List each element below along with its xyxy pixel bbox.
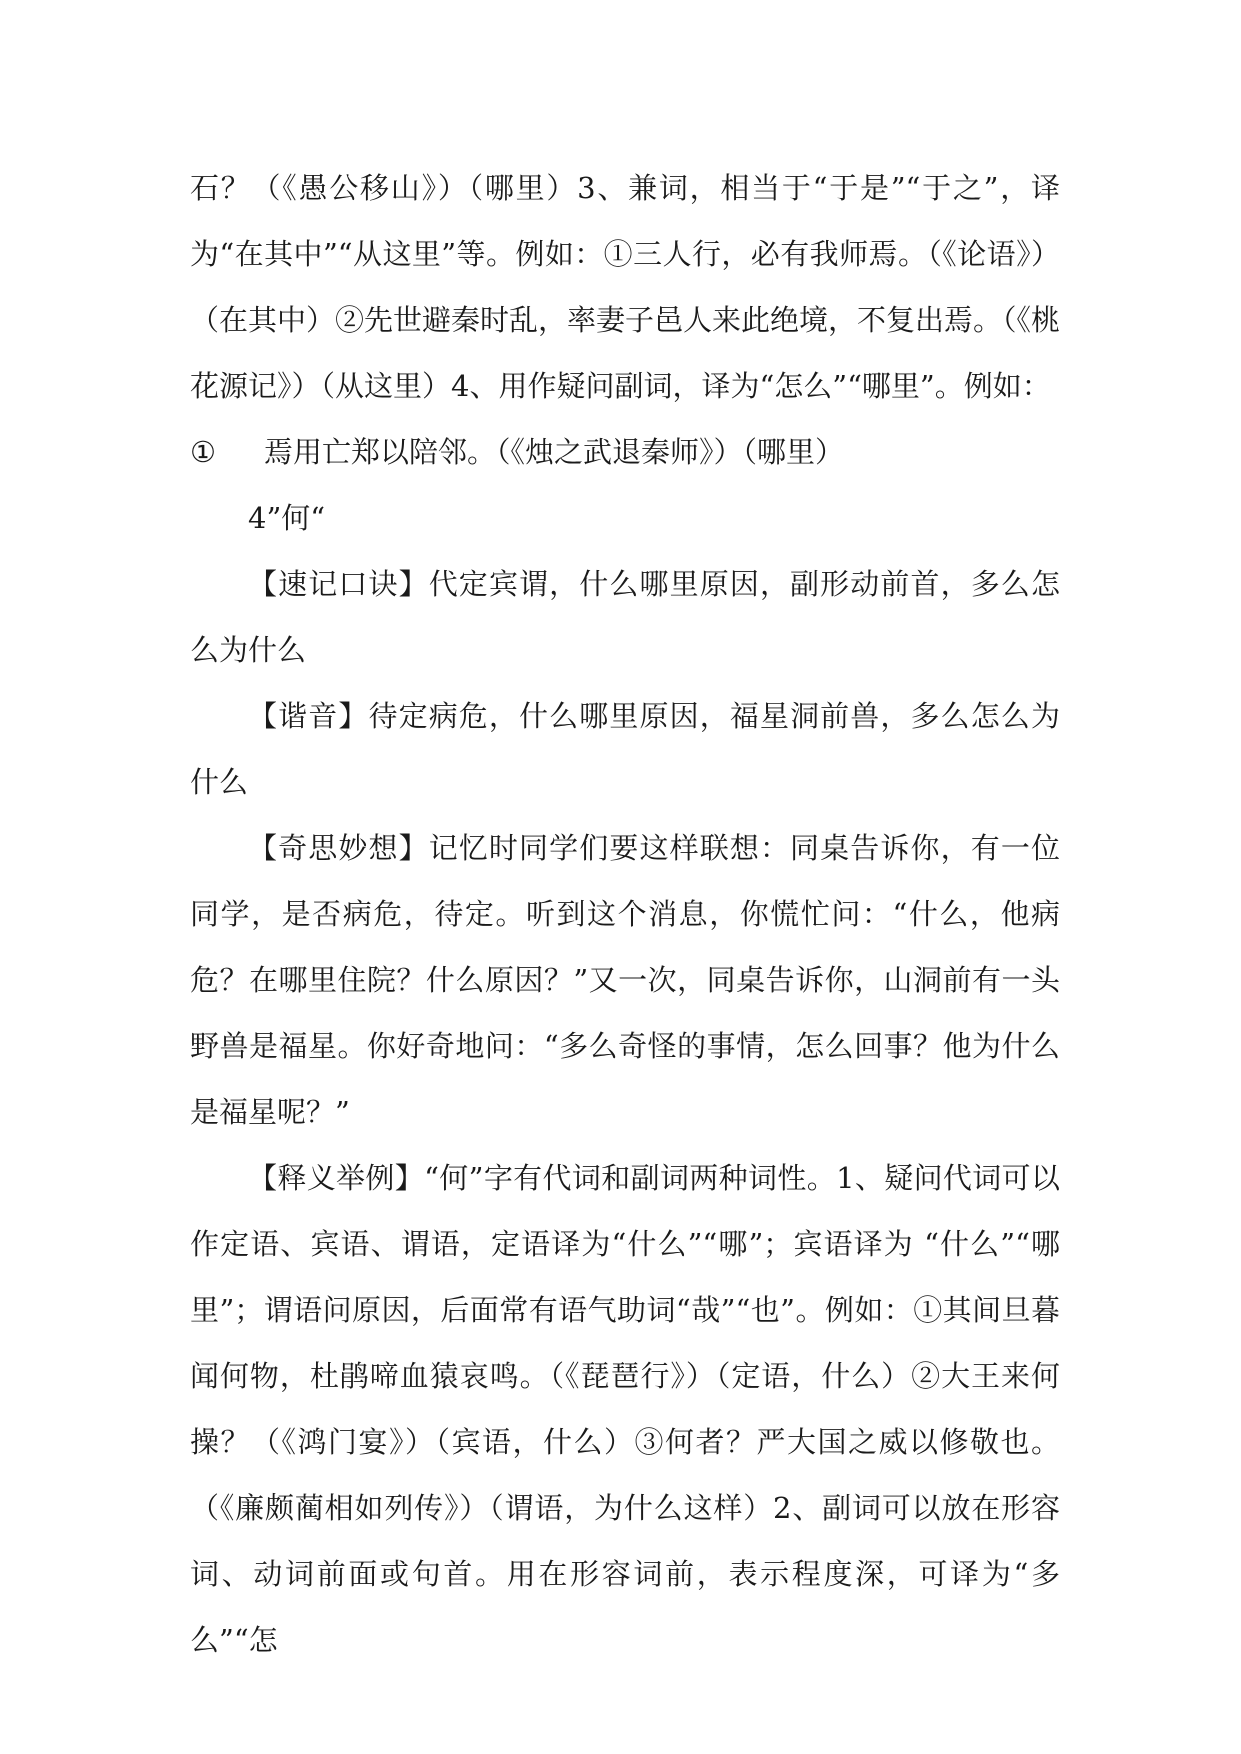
paragraph-text: 待定病危，什么哪里原因，福星洞前兽，多么怎么为什么 [190, 699, 1060, 799]
paragraph-continuation [190, 155, 1060, 419]
paragraph-text: 代定宾谓，什么哪里原因，副形动前首，多么怎么为什么 [190, 567, 1060, 667]
section-heading [190, 485, 1060, 551]
paragraph-label: 【释义举例】 [248, 1161, 425, 1195]
paragraph-mnemonic [190, 551, 1060, 683]
paragraph-text: “何”字有代词和副词两种词性。1、疑问代词可以作定语、宾语、谓语，定语译为“什么”“哪”；宾语译为 “什么”“哪里”；谓语问原因，后面常有语气助词“哉”“也”。例如：①其间旦暮闻何物，杜鹃啼血猿哀鸣。（《琵琶行》）（定语，什么）②大王来何操？（《鸿门宴》）（宾语，什么）③何者？严大国之威以修敬也。（《廉颇蔺相如列传》）（谓语，为什么这样）2、副词可以放在形容词、动词前面或句首。用在形容词前，表示程度深，可译为“多么”“怎 [190, 1161, 1060, 1657]
paragraph-label: 【奇思妙想】 [248, 831, 429, 865]
paragraph-label: 【速记口诀】 [248, 567, 429, 601]
paragraph-definition [190, 1145, 1060, 1673]
paragraph-text: 记忆时同学们要这样联想：同桌告诉你，有一位同学，是否病危，待定。听到这个消息，你慌忙问：“什么，他病危？在哪里住院？什么原因？”又一次，同桌告诉你，山洞前有一头野兽是福星。你好奇地问：“多么奇怪的事情，怎么回事？他为什么是福星呢？” [190, 831, 1060, 1129]
paragraph-label: 【谐音】 [248, 699, 369, 733]
list-item-text: 焉用亡郑以陪邻。（《烛之武退秦师》）（哪里） [264, 435, 845, 469]
section-heading-text: 4”何“ [248, 501, 326, 535]
paragraph-homophone [190, 683, 1060, 815]
paragraph-text: 石？（《愚公移山》）（哪里）3、兼词，相当于“于是”“于之”，译为“在其中”“从这里”等。例如：①三人行，必有我师焉。（《论语》）（在其中）②先世避秦时乱，率妻子邑人来此绝境，不复出焉。（《桃花源记》）（从这里）4、用作疑问副词，译为“怎么”“哪里”。例如： [190, 171, 1061, 403]
list-marker: ① [190, 435, 216, 469]
list-item-example [190, 419, 1060, 485]
document-page [190, 155, 1060, 1673]
paragraph-imagination [190, 815, 1060, 1145]
